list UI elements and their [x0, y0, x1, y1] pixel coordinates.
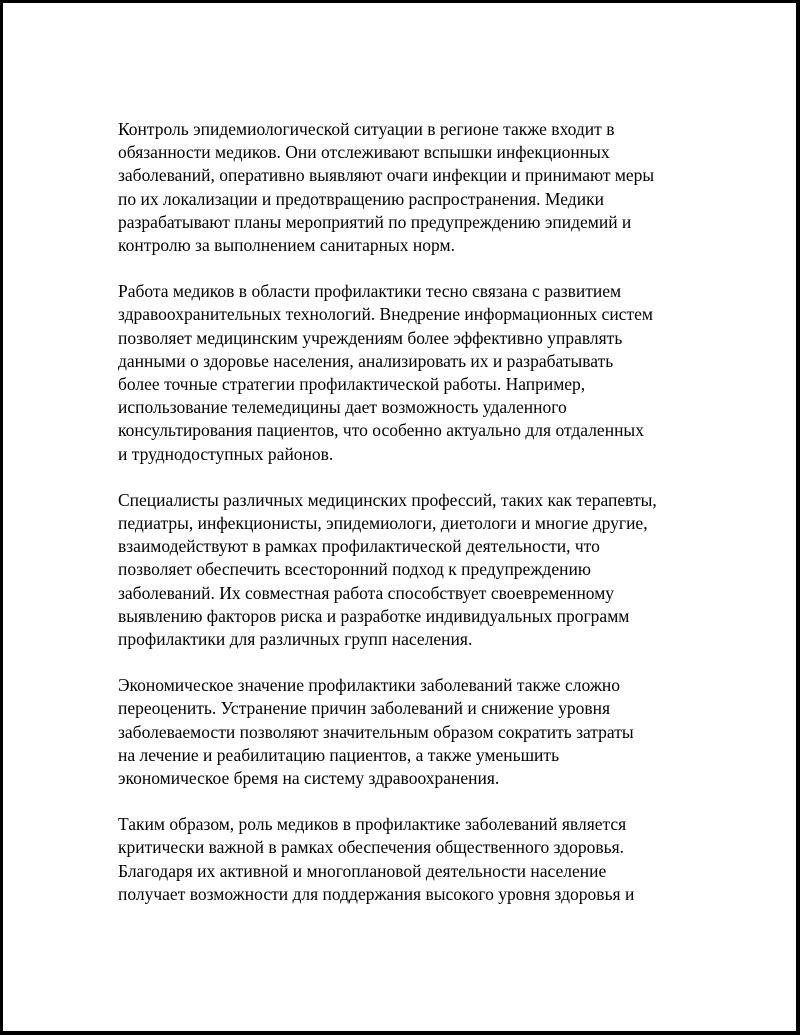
text-line: использование телемедицины дает возможность удаленного — [118, 397, 567, 418]
text-line: на лечение и реабилитацию пациентов, а также уменьшить — [118, 744, 560, 765]
text-line: контролю за выполнением санитарных норм. — [118, 235, 455, 256]
paragraph-epidemiological-control — [118, 118, 698, 257]
text-line: заболеваемости позволяют значительным образом сократить затраты — [118, 721, 634, 742]
text-line: консультирования пациентов, что особенно актуально для отдаленных — [118, 420, 644, 441]
text-line: Контроль эпидемиологической ситуации в регионе также входит в — [118, 119, 615, 139]
text-line: профилактики для различных групп населения. — [118, 629, 473, 650]
paragraph-economic-importance — [118, 674, 698, 790]
text-line: выявлению факторов риска и разработке индивидуальных программ — [118, 605, 630, 626]
text-line: Таким образом, роль медиков в профилактике заболеваний является — [118, 814, 627, 835]
text-line: Благодаря их активной и многоплановой деятельности население — [118, 860, 607, 881]
paragraph-conclusion — [118, 813, 698, 906]
text-line: позволяет медицинским учреждениям более эффективно управлять — [118, 327, 623, 348]
text-line: Экономическое значение профилактики заболеваний также сложно — [118, 675, 621, 696]
text-line: обязанности медиков. Они отслеживают вспышки инфекционных — [118, 142, 610, 163]
paragraph-health-technologies — [118, 280, 698, 466]
text-line: Работа медиков в области профилактики тесно связана с развитием — [118, 281, 622, 302]
text-line: критически важной в рамках обеспечения общественного здоровья. — [118, 837, 625, 858]
text-line: Специалисты различных медицинских профессий, таких как терапевты, — [118, 489, 657, 510]
text-line: экономическое бремя на систему здравоохранения. — [118, 768, 500, 789]
text-line: заболеваний, оперативно выявляют очаги инфекции и принимают меры — [118, 165, 655, 186]
text-line: здравоохранительных технологий. Внедрение информационных систем — [118, 304, 653, 325]
text-line: позволяет обеспечить всесторонний подход к предупреждению — [118, 559, 591, 580]
text-line: заболеваний. Их совместная работа способствует своевременному — [118, 582, 615, 603]
text-line: получает возможности для поддержания высокого уровня здоровья и — [118, 883, 635, 904]
text-line: данными о здоровье населения, анализировать их и разрабатывать — [118, 350, 614, 371]
text-line: разрабатывают планы мероприятий по предупреждению эпидемий и — [118, 211, 632, 232]
paragraph-medical-specialists — [118, 489, 698, 651]
text-line: по их локализации и предотвращению распространения. Медики — [118, 188, 604, 209]
text-line: более точные стратегии профилактической работы. Например, — [118, 374, 586, 395]
text-line: педиатры, инфекционисты, эпидемиологи, диетологи и многие другие, — [118, 513, 648, 534]
text-line: переоценить. Устранение причин заболеваний и снижение уровня — [118, 698, 611, 719]
text-line: взаимодействуют в рамках профилактической деятельности, что — [118, 536, 600, 557]
text-line: и труднодоступных районов. — [118, 443, 334, 464]
document-body — [118, 118, 698, 929]
